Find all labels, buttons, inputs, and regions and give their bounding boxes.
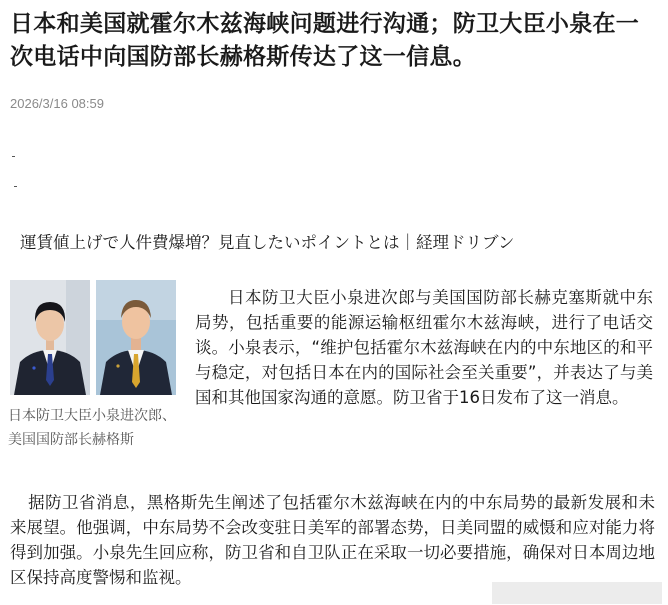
portrait-koizumi-image [10,280,90,395]
photo-koizumi [10,280,90,395]
separator-mark [12,156,15,157]
article-headline: 日本和美国就霍尔木兹海峡问题进行沟通；防卫大臣小泉在一次电话中向国防部长赫格斯传达了这一信息。 [10,11,640,70]
separator-mark [14,186,17,187]
photo-caption: 日本防卫大臣小泉进次郎、美国国防部长赫格斯 [8,408,176,448]
article-paragraph: 据防卫省消息，黑格斯先生阐述了包括霍尔木兹海峡在内的中东局势的最新发展和未来展望。他强调，中东局势不会改变驻日美军的部署态势，日美同盟的威慑和应对能力将得到加强。小泉先生回应称，防卫省和自卫队正在采取一切必要措施，确保对日本周边地区保持高度警惕和监视。 [10,493,655,587]
portrait-hegseth-image [96,280,176,395]
promo-link[interactable]: 運賃値上げで人件費爆増？見直したいポイントとは｜経理ドリブン [20,233,515,252]
publish-date: 2026/3/16 08:59 [10,96,104,111]
article-paragraph: 日本防卫大臣小泉进次郎与美国国防部长赫克塞斯就中东局势，包括重要的能源运输枢纽霍尔木兹海峡，进行了电话交谈。小泉表示，“维护包括霍尔木兹海峡在内的中东地区的和平与稳定，对包括日本在内的国际社会至关重要”，并表达了与美国和其他国家沟通的意愿。防卫省于16日发布了这一消息。 [195,288,653,407]
horizontal-scrollbar[interactable] [492,582,662,604]
photo-hegseth [96,280,176,395]
